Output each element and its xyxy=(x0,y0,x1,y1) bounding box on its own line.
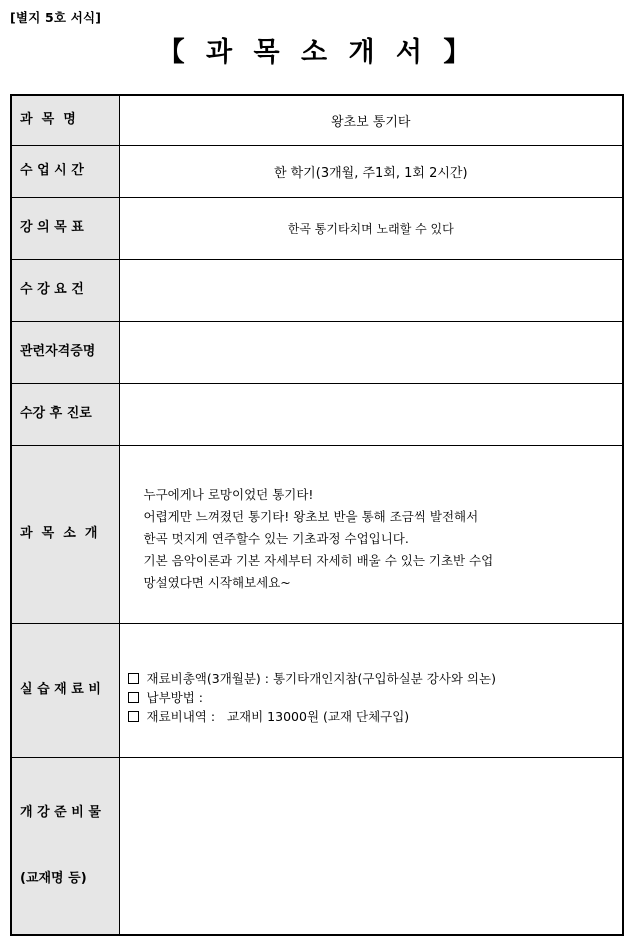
value-certificates xyxy=(119,321,623,383)
course-introduction-table xyxy=(10,94,624,936)
checkbox-icon xyxy=(128,711,139,722)
label-career-path: 수강 후 진로 xyxy=(11,383,119,445)
intro-line: 누구에게나 로망이었던 통기타! xyxy=(143,487,314,502)
value-career-path xyxy=(119,383,623,445)
document-title: 【 과 목 소 개 서 】 xyxy=(157,37,477,68)
form-number-label: [별지 5호 서식] xyxy=(10,10,102,25)
materials-item-total xyxy=(128,669,623,688)
materials-item-text: 납부방법 : xyxy=(146,689,203,705)
label-preparation-line2: (교재명 등) xyxy=(20,870,87,886)
intro-line: 기본 음악이론과 기본 자세부터 자세히 배울 수 있는 기초반 수업 xyxy=(143,553,494,568)
label-introduction: 과 목 소 개 xyxy=(11,445,119,623)
checkbox-icon xyxy=(128,692,139,703)
materials-item-text: 재료비총액(3개월분) : 통기타개인지참(구입하실분 강사와 의논) xyxy=(146,670,496,686)
row-class-time xyxy=(11,145,623,197)
value-introduction xyxy=(119,445,623,623)
label-requirements: 수 강 요 건 xyxy=(11,259,119,321)
intro-line: 망설였다면 시작해보세요~ xyxy=(143,575,291,590)
materials-item-payment xyxy=(128,688,623,707)
row-introduction xyxy=(11,445,623,623)
value-materials xyxy=(119,623,623,757)
label-preparation-line1: 개 강 준 비 물 xyxy=(20,804,101,820)
value-subject-name: 왕초보 통기타 xyxy=(119,95,623,145)
intro-line: 어렵게만 느껴졌던 통기타! 왕초보 반을 통해 조금씩 발전해서 xyxy=(143,509,479,524)
value-requirements xyxy=(119,259,623,321)
checkbox-icon xyxy=(128,673,139,684)
row-requirements xyxy=(11,259,623,321)
value-class-time: 한 학기(3개월, 주1회, 1회 2시간) xyxy=(119,145,623,197)
row-materials xyxy=(11,623,623,757)
materials-item-details xyxy=(128,707,623,726)
label-class-time: 수 업 시 간 xyxy=(11,145,119,197)
row-certificates xyxy=(11,321,623,383)
label-materials: 실 습 재 료 비 xyxy=(11,623,119,757)
label-subject-name: 과 목 명 xyxy=(11,95,119,145)
value-course-goal: 한곡 통기타치며 노래할 수 있다 xyxy=(119,197,623,259)
label-course-goal: 강 의 목 표 xyxy=(11,197,119,259)
row-career-path xyxy=(11,383,623,445)
row-preparation xyxy=(11,757,623,935)
materials-item-text: 재료비내역 : 교재비 13000원 (교재 단체구입) xyxy=(146,708,410,724)
intro-line: 한곡 멋지게 연주할수 있는 기초과정 수업입니다. xyxy=(143,531,409,546)
row-course-goal xyxy=(11,197,623,259)
label-preparation xyxy=(11,757,119,935)
value-preparation xyxy=(119,757,623,935)
row-subject-name xyxy=(11,95,623,145)
label-certificates: 관련자격증명 xyxy=(11,321,119,383)
